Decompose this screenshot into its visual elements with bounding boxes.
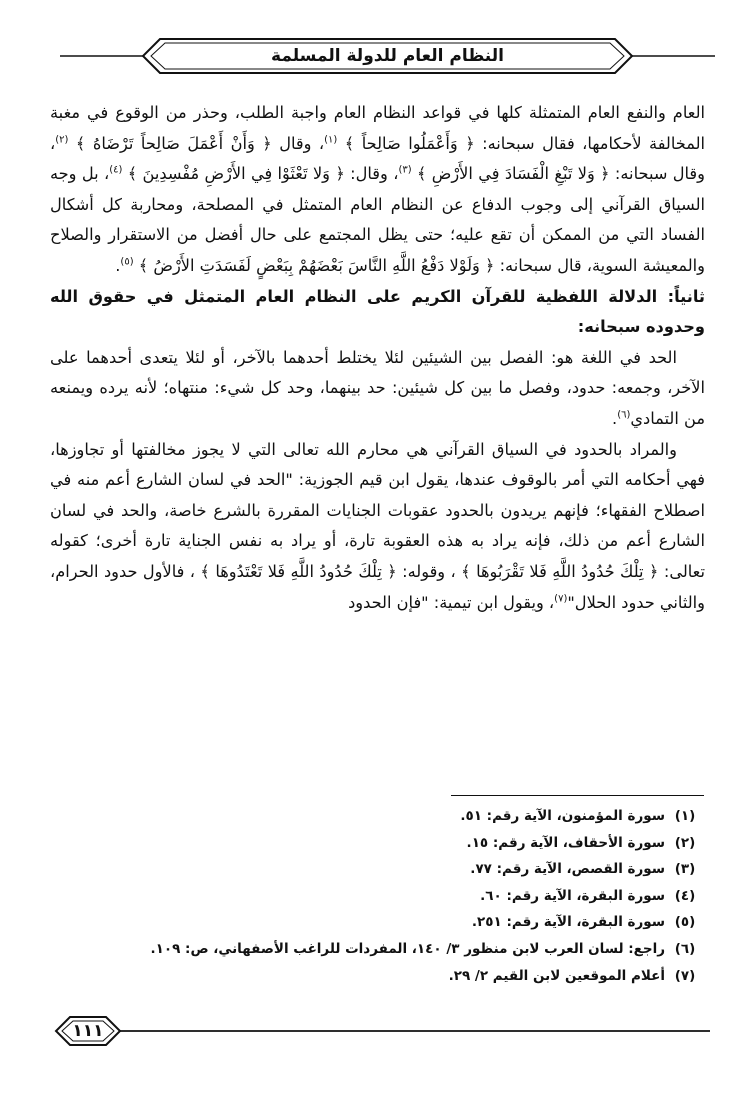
footnote-number: (٢) — [674, 834, 696, 851]
paragraph-text: ، وقال ﴿ وَأَنْ أَعْمَلَ صَالِحاً تَرْضَاهُ ﴾ — [68, 133, 325, 153]
footnote-ref[interactable]: (٤) — [109, 164, 123, 176]
footnote-number: (٦) — [674, 940, 696, 957]
page-number: ١١١ — [72, 1021, 104, 1041]
paragraph-text: الحد في اللغة هو: الفصل بين الشيئين لئلا يختلط أحدهما بالآخر، أو لئلا يتعدى أحدهما على الآخر، وجمعه: حدود، وفصل ما بين كل شيئين: حد بينهما، وحد كل شيء: منتهاه؛ لأنه يرده ويمنعه من التمادي — [50, 347, 705, 428]
footnotes — [150, 803, 705, 989]
footnote-ref[interactable]: (١) — [324, 134, 338, 146]
footnote-text: أعلام الموقعين لابن القيم ٢/ ٢٩. — [448, 967, 665, 984]
footnote-ref[interactable]: (٣) — [398, 164, 412, 176]
footnote-item — [150, 936, 705, 963]
paragraph-text: . — [612, 408, 618, 428]
running-header-title: النظام العام للدولة المسلمة — [271, 46, 504, 66]
paragraph-text: ، بل وجه السياق القرآني إلى وجوب الدفاع عن النظام العام المتمثل في المصلحة، ومحاربة كل أشكال الفساد التي من الممكن أن تقع عليه؛ حتى يظل المجتمع على حال أفضل من الاستقرار والصلاح والمعيشة السوية، قال سبحانه: ﴿ وَلَوْلا دَفْعُ اللَّهِ النَّاسَ بَعْضَهُمْ بِبَعْضٍ لَفَسَدَتِ الأَرْضُ ﴾ — [50, 164, 705, 275]
paragraph-definition — [50, 343, 705, 435]
paragraph-text: ، وقال: ﴿ وَلا تَعْثَوْا فِي الأَرْضِ مُفْسِدِينَ ﴾ — [122, 164, 399, 184]
footnote-item — [160, 963, 705, 990]
footnote-number: (٤) — [674, 887, 696, 904]
footnote-ref[interactable]: (٢) — [55, 134, 69, 146]
footnote-ref[interactable]: (٥) — [120, 256, 134, 268]
paragraph-meaning — [50, 435, 705, 619]
footnote-ref[interactable]: (٧) — [554, 593, 568, 605]
footnote-item — [160, 856, 705, 883]
paragraph-text: ، وقال سبحانه: ﴿ وَلا تَبْغِ الْفَسَادَ فِي الأَرْضِ ﴾ — [50, 133, 705, 184]
footnote-text: سورة البقرة، الآية رقم: ٦٠. — [480, 887, 665, 904]
paragraph-text: . — [115, 255, 121, 275]
footnote-item — [160, 909, 705, 936]
footnote-text: سورة المؤمنون، الآية رقم: ٥١. — [460, 808, 665, 824]
footnote-ref[interactable]: (٦) — [617, 409, 631, 421]
footnote-separator — [451, 795, 704, 796]
footnote-number: (٣) — [674, 861, 696, 878]
footnote-number: (٥) — [674, 914, 696, 931]
footnote-item — [160, 830, 705, 857]
page-footer — [50, 1015, 710, 1047]
running-header — [60, 36, 715, 76]
paragraph-text: ، ويقول ابن تيمية: "فإن الحدود — [348, 592, 555, 612]
paragraph-text: والمراد بالحدود في السياق القرآني هي محارم الله تعالى التي لا يجوز مخالفتها أو تجاوزها، فهي أحكامه التي أمر بالوقوف عندها، يقول ابن قيم الجوزية: "الحد في لسان الشارع أعم منه في اصطلاح الفقهاء؛ فإنهم يريدون بالحدود عقوبات الجنايات المقررة بالشرع خاصة، والحد في لسان الشارع أعم من ذلك، فإنه يراد به هذه العقوبة تارة، أو يراد به نفس الجناية تارة أخرى؛ كقوله تعالى: ﴿ تِلْكَ حُدُودُ اللَّهِ فَلا تَقْرَبُوهَا ﴾ ، وقوله: ﴿ تِلْكَ حُدُودُ اللَّهِ فَلا تَعْتَدُوهَا ﴾ ، فالأول حدود الحرام، والثاني حدود الحلال" — [50, 439, 705, 612]
footnote-text: سورة البقرة، الآية رقم: ٢٥١. — [471, 914, 665, 931]
body-text — [50, 98, 705, 618]
footnote-number: (١) — [674, 808, 696, 824]
paragraph-text: العام والنفع العام المتمثلة كلها في قواعد النظام العام واجبة الطلب، وحذر من الوقوع في مغبة المخالفة لأحكامها، فقال سبحانه: ﴿ وَأَعْمَلُوا صَالِحاً ﴾ — [50, 103, 705, 153]
footer-frame — [50, 1015, 710, 1047]
footnote-number: (٧) — [674, 967, 696, 984]
footnote-text: سورة الأحقاف، الآية رقم: ١٥. — [466, 834, 665, 851]
section-heading: ثانياً: الدلالة اللفظية للقرآن الكريم على النظام العام المتمثل في حقوق الله وحدوده سبحانه: — [50, 286, 705, 337]
paragraph-intro — [50, 98, 705, 282]
footnote-item — [160, 803, 705, 830]
footnote-text: راجع: لسان العرب لابن منظور ٣/ ١٤٠، المفردات للراغب الأصفهاني، ص: ١٠٩. — [150, 940, 665, 957]
footnote-text: سورة القصص، الآية رقم: ٧٧. — [470, 861, 665, 878]
footnote-item — [160, 883, 705, 910]
